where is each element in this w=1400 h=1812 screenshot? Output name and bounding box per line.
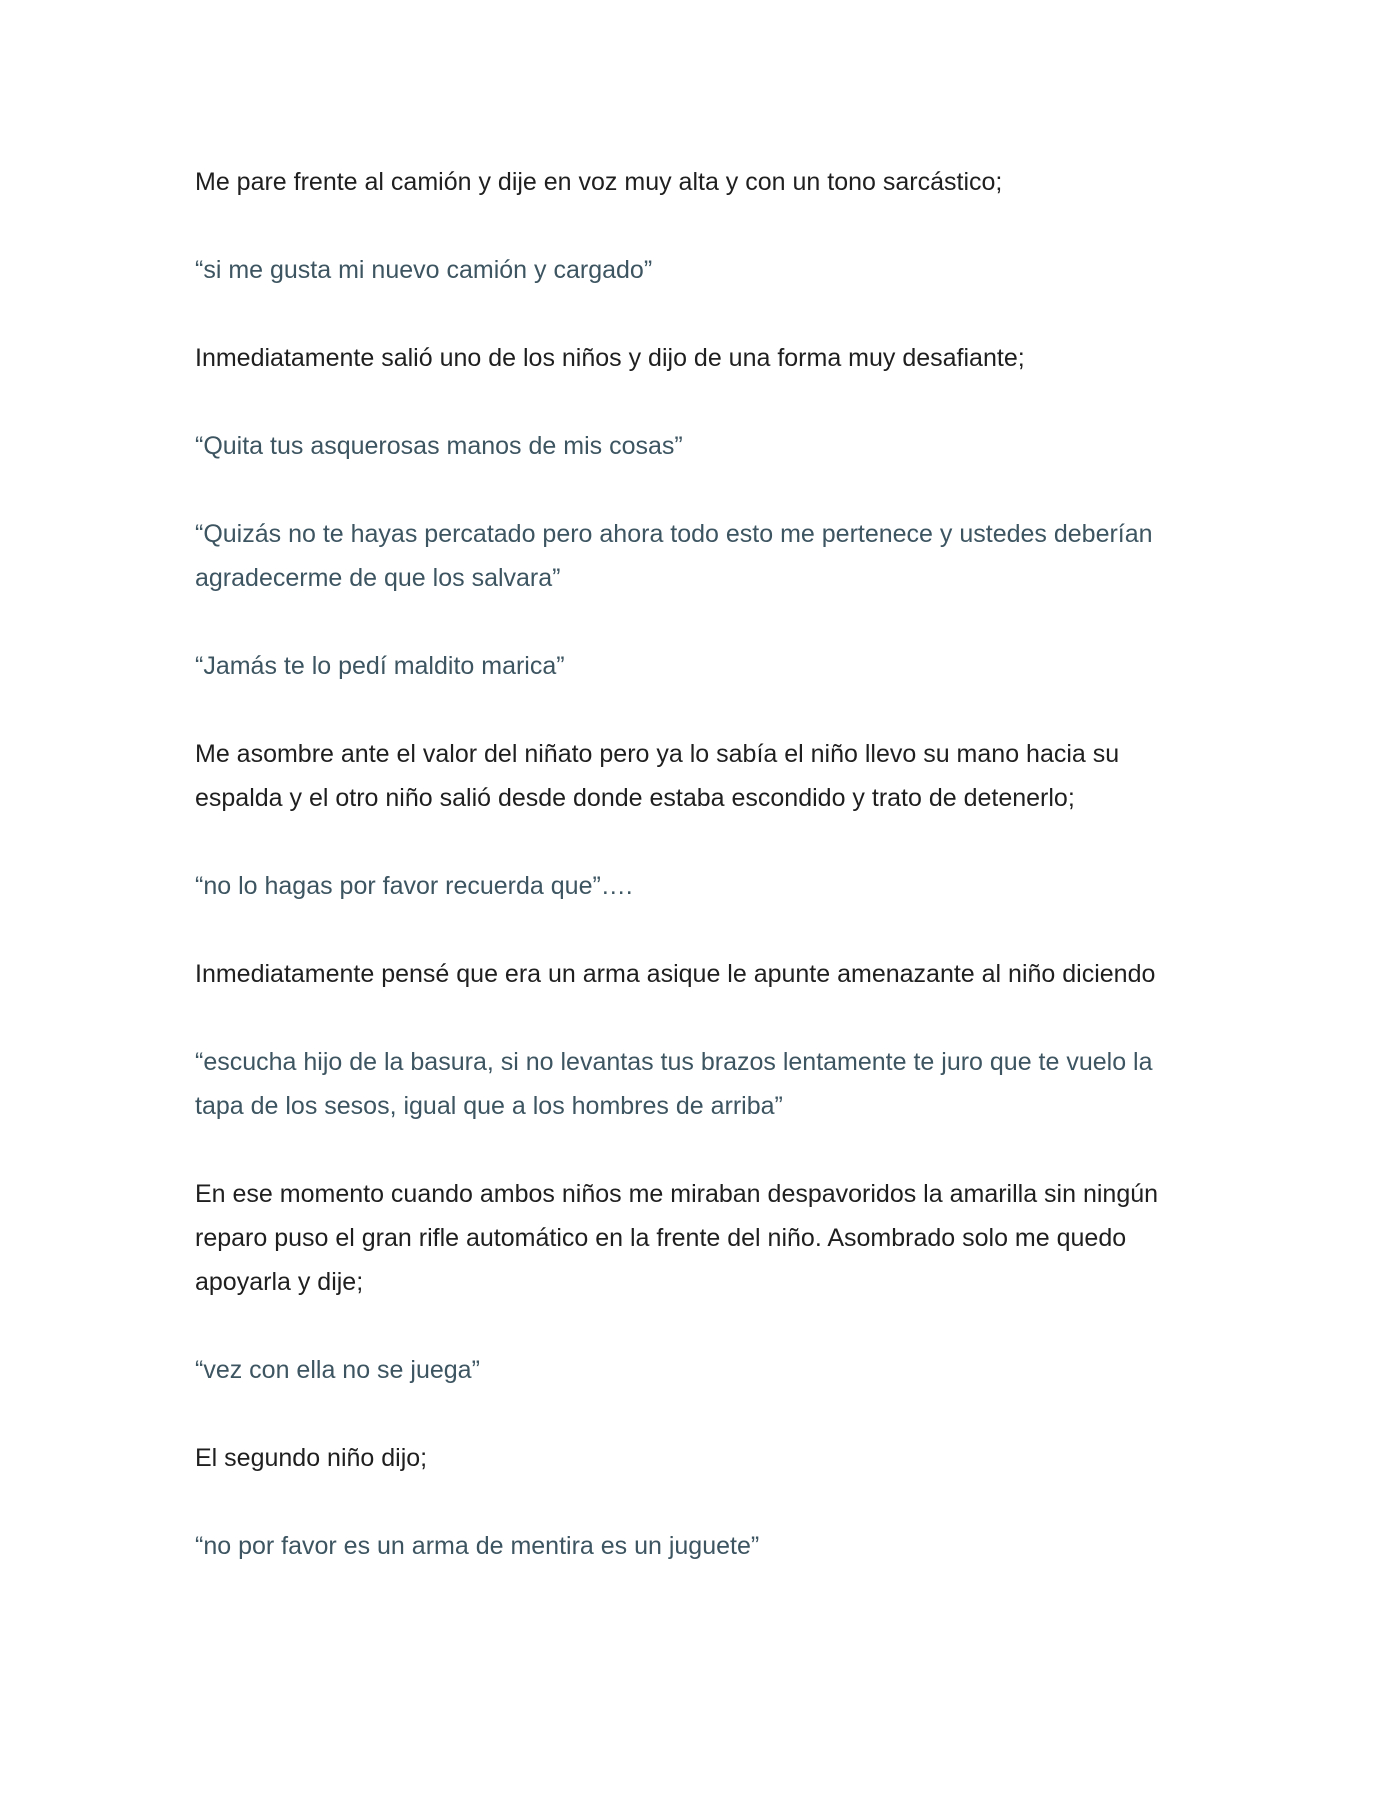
narration-paragraph: Me pare frente al camión y dije en voz muy alta y con un tono sarcástico; bbox=[195, 168, 1003, 196]
dialogue-paragraph: “si me gusta mi nuevo camión y cargado” bbox=[195, 256, 653, 284]
dialogue-paragraph: “no lo hagas por favor recuerda que”…. bbox=[195, 872, 633, 900]
dialogue-paragraph: “no por favor es un arma de mentira es un juguete” bbox=[195, 1532, 760, 1560]
dialogue-paragraph: “Quita tus asquerosas manos de mis cosas” bbox=[195, 432, 683, 460]
dialogue-paragraph: “Jamás te lo pedí maldito marica” bbox=[195, 652, 565, 680]
narration-paragraph: El segundo niño dijo; bbox=[195, 1444, 428, 1472]
narration-paragraph: Inmediatamente salió uno de los niños y dijo de una forma muy desafiante; bbox=[195, 344, 1025, 372]
dialogue-paragraph: “vez con ella no se juega” bbox=[195, 1356, 480, 1384]
dialogue-paragraph: “escucha hijo de la basura, si no levantas tus brazos lentamente te juro que te vuelo la tapa de los sesos, igual que a los hombres de arriba” bbox=[195, 1048, 1153, 1120]
narration-paragraph: En ese momento cuando ambos niños me miraban despavoridos la amarilla sin ningún reparo puso el gran rifle automático en la frente del niño. Asombrado solo me quedo apoyarla y dije; bbox=[195, 1180, 1159, 1296]
narration-paragraph: Me asombre ante el valor del niñato pero ya lo sabía el niño llevo su mano hacia su espalda y el otro niño salió desde donde estaba escondido y trato de detenerlo; bbox=[195, 740, 1120, 812]
narration-paragraph: Inmediatamente pensé que era un arma asique le apunte amenazante al niño diciendo bbox=[195, 960, 1156, 988]
dialogue-paragraph: “Quizás no te hayas percatado pero ahora todo esto me pertenece y ustedes deberían agradecerme de que los salvara” bbox=[195, 520, 1153, 592]
document-body bbox=[195, 160, 1195, 1612]
